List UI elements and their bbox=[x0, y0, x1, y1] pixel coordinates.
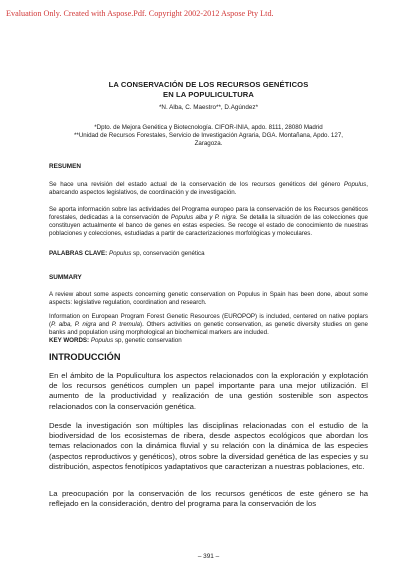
affiliation-line-2: **Unidad de Recursos Forestales, Servicio de Investigación Agraria, DGA. Montañana, Apdo. 127, bbox=[74, 132, 343, 140]
page-number: – 391 – bbox=[197, 553, 220, 560]
key-words-label: KEY WORDS: bbox=[49, 337, 90, 344]
introduccion-heading: INTRODUCCIÓN bbox=[49, 352, 121, 362]
intro-paragraph-1: En el ámbito de la Populicultura los aspectos relacionados con la exploración y explotación de los recursos genéticos cumplen un papel importante para una mejor utilización. El aumento de la productividad y realización de una gestión sostenible son aspectos relacionados con la conservación genética. bbox=[49, 371, 368, 411]
resumen-paragraph-1: Se hace una revisión del estado actual de la conservación de los recursos genéticos del género Populus, abarcando aspectos legislativos, de coordinación y de investigación. bbox=[49, 181, 368, 197]
intro-paragraph-2: Desde la investigación son múltiples las disciplinas relacionadas con el estudio de la biodiversidad de los ecosistemas de ribera, desde aspectos ecológicos que abordan los temas relacionados con la dinámica fluvial y su relación con la dinámica de las especies (aspectos reproductivos y genéticos), otros sobre la diversidad genética de las especies y su distribución, aspectos fenotípicos yadaptativos que caracterizan a nuestras poblaciones, etc. bbox=[49, 421, 368, 471]
key-words-genus: Populus bbox=[90, 337, 114, 344]
title-line-2: EN LA POPULICULTURA bbox=[163, 90, 254, 99]
key-words bbox=[49, 337, 368, 345]
affiliation-line-1: *Dpto. de Mejora Genética y Biotecnología. CIFOR-INIA, apdo. 8111, 28080 Madrid bbox=[94, 124, 323, 131]
summary-paragraph-1: A review about some aspects concerning genetic conservation on Populus in Spain has been done, about some aspects: legislative regulation, coordination and research. bbox=[49, 291, 368, 307]
intro-paragraph-3: La preocupación por la conservación de los recursos genéticos de este género se ha reflejado en la consideración, dentro del programa para la conservación de los bbox=[49, 489, 368, 509]
summary-heading: SUMMARY bbox=[49, 274, 82, 281]
paper-title bbox=[49, 80, 368, 100]
resumen-paragraph-2: Se aporta información sobre las actividades del Programa europeo para la conservación de los Recursos genéticos forestales, dedicadas a la conservación de Populus alba y P. nigra. Se detalla la situación de las colecciones que constituyen actualmente el banco de genes en estas especies. Se recoge el estado de conocimiento de nuestras poblaciones y colecciones, estudiadas a partir de caracterizaciones morfológicas y moleculares. bbox=[49, 206, 368, 238]
authors: *N. Alba, C. Maestro**, D.Agúndez* bbox=[158, 104, 259, 111]
affiliations bbox=[49, 124, 368, 149]
resumen-heading: RESUMEN bbox=[49, 163, 81, 170]
title-line-1: LA CONSERVACIÓN DE LOS RECURSOS GENÉTICOS bbox=[108, 80, 309, 89]
palabras-clave: PALABRAS CLAVE: Populus sp, conservación genética bbox=[49, 250, 205, 257]
watermark: Evaluation Only. Created with Aspose.Pdf. Copyright 2002-2012 Aspose Pty Ltd. bbox=[6, 9, 274, 18]
key-words-rest: sp, genetic conservation bbox=[113, 337, 182, 344]
summary-paragraph-2: Information on European Program Forest Genetic Resources (EUROPOP) is included, centered on native poplars (P. alba, P. nigra and P. tremula). Others activities on genetic conservation, as genetic diversity studies on gene banks and population using morphological an biochemical markers are included. bbox=[49, 313, 368, 337]
affiliation-line-3: Zaragoza. bbox=[194, 140, 223, 148]
